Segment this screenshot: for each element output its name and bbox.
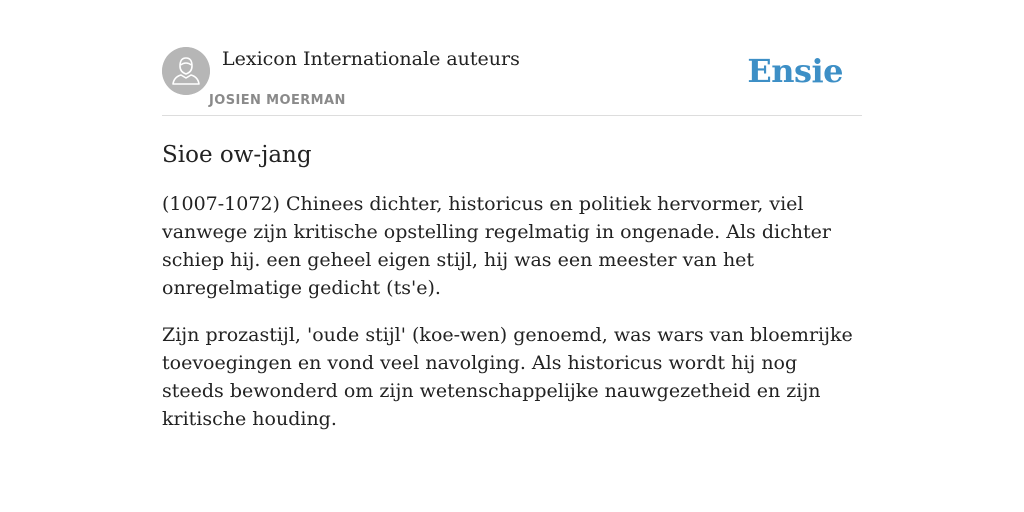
- entry-title: Sioe ow-jang: [162, 142, 312, 168]
- entry-page: [162, 0, 862, 433]
- avatar[interactable]: [162, 47, 210, 95]
- entry-paragraph: (1007-1072) Chinees dichter, historicus en politiek hervormer, viel vanwege zijn kritische opstelling regelmatig in ongenade. Als dichter schiep hij. een geheel eigen stijl, hij was een meester van het onregelmatige gedicht (ts'e).: [162, 193, 831, 299]
- brand-logo[interactable]: Ensie: [747, 52, 843, 90]
- entry-paragraph: Zijn prozastijl, 'oude stijl' (koe-wen) genoemd, was wars van bloemrijke toevoegingen en vond veel navolging. Als historicus wordt hij nog steeds bewonderd om zijn wetenschappelijke nauwgezetheid en zijn kritische houding.: [162, 324, 853, 430]
- author-name[interactable]: JOSIEN MOERMAN: [209, 93, 346, 108]
- source-title-link[interactable]: Lexicon Internationale auteurs: [222, 48, 520, 70]
- user-icon: [162, 47, 210, 95]
- entry-body: [162, 190, 862, 433]
- entry-header: [162, 47, 862, 116]
